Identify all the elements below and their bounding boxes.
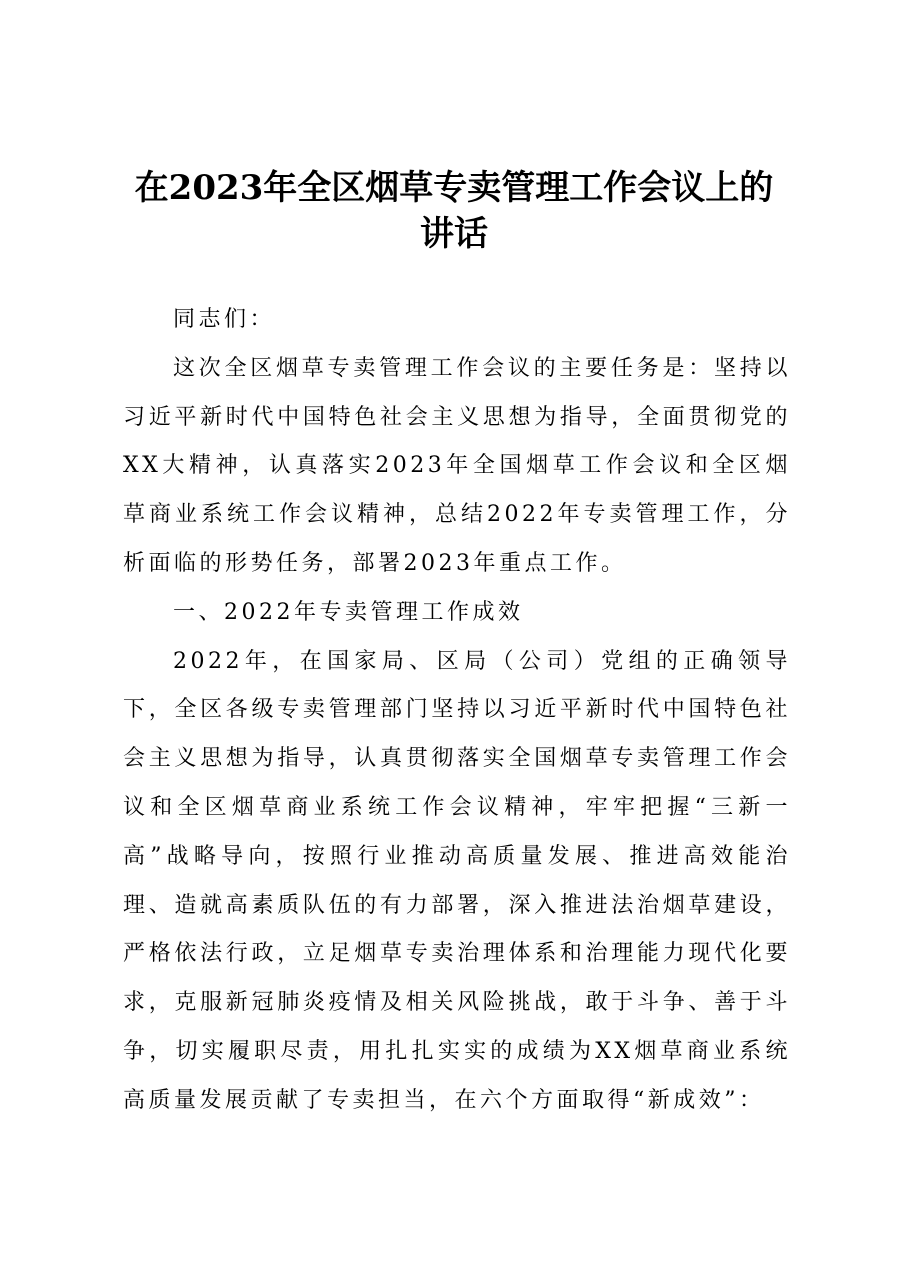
document-body: [123, 296, 791, 1126]
document-title: 在2023年全区烟草专卖管理工作会议上的讲话: [134, 168, 774, 254]
section-heading: 一、2022年专卖管理工作成效: [173, 599, 524, 625]
paragraph-intro: 这次全区烟草专卖管理工作会议的主要任务是：坚持以习近平新时代中国特色社会主义思想为指导，全面贯彻党的XX大精神，认真落实2023年全国烟草工作会议和全区烟草商业系统工作会议精神，总结2022年专卖管理工作，分析面临的形势任务，部署2023年重点工作。: [123, 355, 791, 576]
salutation: 同志们：: [173, 307, 276, 332]
paragraph-achievements: 2022年，在国家局、区局（公司）党组的正确领导下，全区各级专卖管理部门坚持以习近平新时代中国特色社会主义思想为指导，认真贯彻落实全国烟草专卖管理工作会议和全区烟草商业系统工作会议精神，牢牢把握“三新一高”战略导向，按照行业推动高质量发展、推进高效能治理、造就高素质队伍的有力部署，深入推进法治烟草建设，严格依法行政，立足烟草专卖治理体系和治理能力现代化要求，克服新冠肺炎疫情及相关风险挑战，敢于斗争、善于斗争，切实履职尽责，用扎扎实实的成绩为XX烟草商业系统高质量发展贡献了专卖担当，在六个方面取得“新成效”：: [123, 648, 791, 1113]
